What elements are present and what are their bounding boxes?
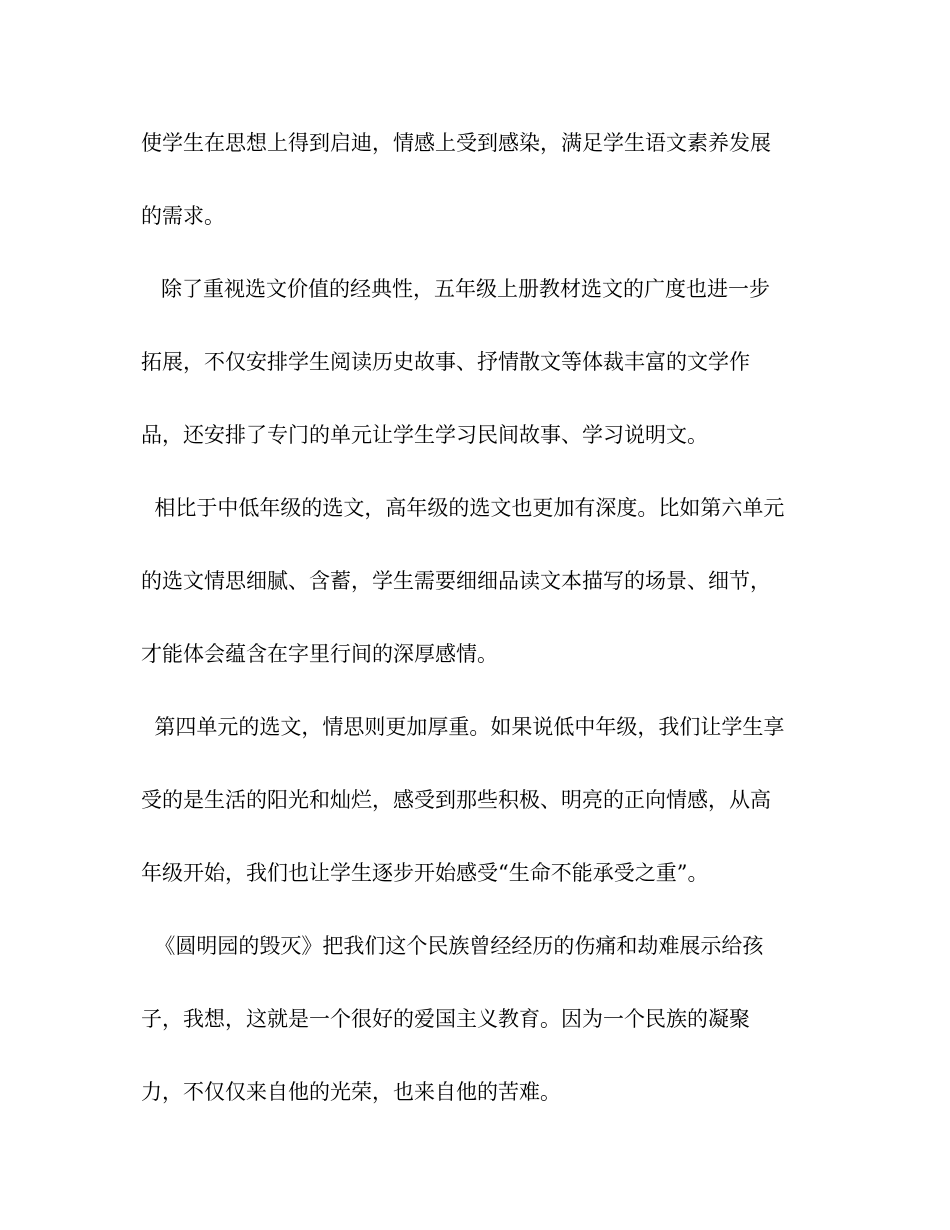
text-line: 受的是生活的阳光和灿烂，感受到那些积极、明亮的正向情感，从高	[141, 788, 771, 812]
text-line: 的需求。	[141, 204, 225, 228]
text-line: 力，不仅仅来自他的光荣，也来自他的苦难。	[141, 1080, 561, 1104]
text-line: 《圆明园的毁灭》把我们这个民族曾经经历的伤痛和劫难展示给孩	[141, 934, 764, 958]
text-line: 子，我想，这就是一个很好的爱国主义教育。因为一个民族的凝聚	[141, 1007, 750, 1031]
text-line: 除了重视选文价值的经典性，五年级上册教材选文的广度也进一步	[141, 277, 771, 301]
text-line: 相比于中低年级的选文，高年级的选文也更加有深度。比如第六单元	[141, 496, 785, 520]
text-line: 拓展，不仅安排学生阅读历史故事、抒情散文等体裁丰富的文学作	[141, 350, 750, 374]
text-line: 品，还安排了专门的单元让学生学习民间故事、学习说明文。	[141, 423, 708, 447]
text-line: 使学生在思想上得到启迪，情感上受到感染，满足学生语文素养发展	[141, 131, 771, 155]
text-line: 才能体会蕴含在字里行间的深厚感情。	[141, 642, 498, 666]
text-line: 第四单元的选文，情思则更加厚重。如果说低中年级，我们让学生享	[141, 715, 785, 739]
text-line: 年级开始，我们也让学生逐步开始感受“生命不能承受之重”。	[141, 861, 709, 885]
text-line: 的选文情思细腻、含蓄，学生需要细细品读文本描写的场景、细节，	[141, 569, 771, 593]
